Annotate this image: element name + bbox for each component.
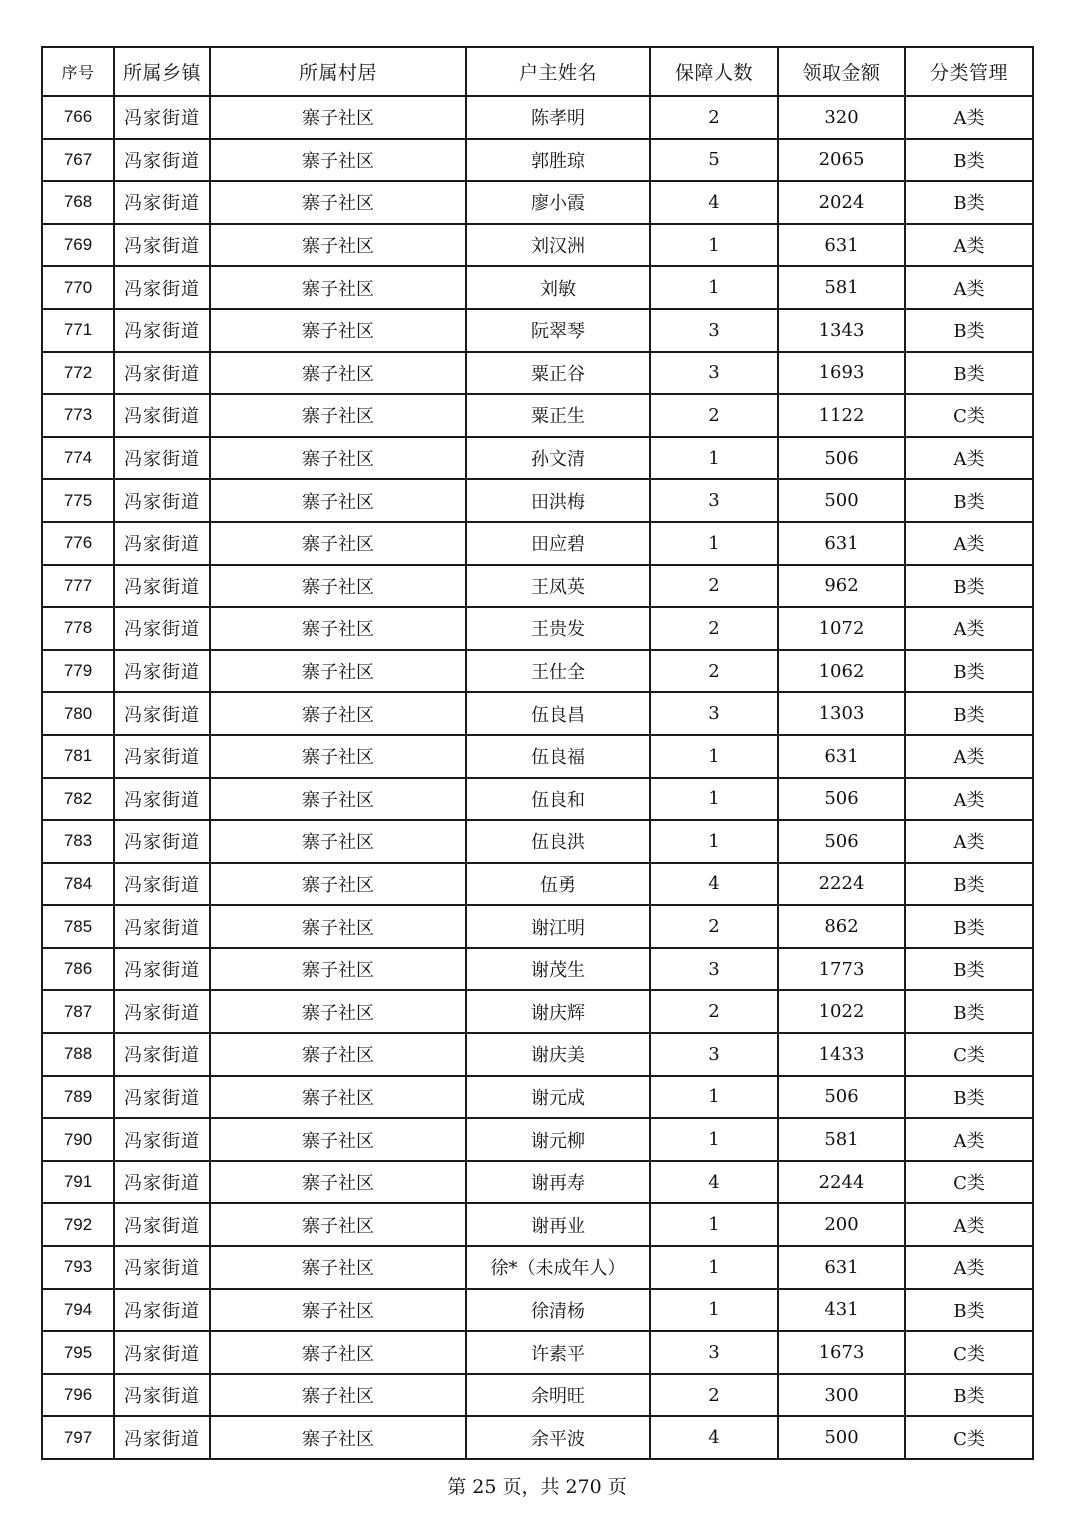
cell-householder-name: 谢再寿 — [466, 1161, 650, 1204]
cell-householder-name: 郭胜琼 — [466, 139, 650, 182]
cell-village: 寨子社区 — [210, 735, 466, 778]
cell-householder-name: 刘汉洲 — [466, 224, 650, 267]
cell-covered-persons: 2 — [650, 905, 778, 948]
cell-township: 冯家街道 — [114, 1331, 210, 1374]
cell-township: 冯家街道 — [114, 1118, 210, 1161]
cell-serial-number: 774 — [42, 437, 114, 480]
cell-township: 冯家街道 — [114, 1246, 210, 1289]
cell-amount-received: 506 — [778, 778, 905, 821]
cell-amount-received: 1693 — [778, 352, 905, 395]
cell-amount-received: 431 — [778, 1289, 905, 1332]
cell-householder-name: 廖小霞 — [466, 181, 650, 224]
cell-village: 寨子社区 — [210, 1033, 466, 1076]
cell-householder-name: 伍勇 — [466, 863, 650, 906]
table-row — [42, 1374, 1033, 1417]
cell-covered-persons: 4 — [650, 863, 778, 906]
cell-householder-name: 余平波 — [466, 1416, 650, 1459]
cell-householder-name: 阮翠琴 — [466, 309, 650, 352]
cell-category: B类 — [905, 309, 1033, 352]
table-row — [42, 1033, 1033, 1076]
cell-covered-persons: 1 — [650, 1246, 778, 1289]
cell-township: 冯家街道 — [114, 1161, 210, 1204]
cell-householder-name: 粟正谷 — [466, 352, 650, 395]
cell-amount-received: 1022 — [778, 990, 905, 1033]
cell-serial-number: 786 — [42, 948, 114, 991]
cell-category: A类 — [905, 266, 1033, 309]
cell-amount-received: 1673 — [778, 1331, 905, 1374]
cell-category: B类 — [905, 352, 1033, 395]
cell-township: 冯家街道 — [114, 266, 210, 309]
cell-category: B类 — [905, 990, 1033, 1033]
cell-householder-name: 徐*（未成年人） — [466, 1246, 650, 1289]
cell-householder-name: 余明旺 — [466, 1374, 650, 1417]
cell-township: 冯家街道 — [114, 650, 210, 693]
table-row — [42, 437, 1033, 480]
cell-village: 寨子社区 — [210, 820, 466, 863]
table-row — [42, 948, 1033, 991]
table-row — [42, 309, 1033, 352]
cell-township: 冯家街道 — [114, 1033, 210, 1076]
cell-covered-persons: 3 — [650, 479, 778, 522]
cell-covered-persons: 1 — [650, 778, 778, 821]
cell-householder-name: 伍良昌 — [466, 692, 650, 735]
cell-township: 冯家街道 — [114, 735, 210, 778]
table-row — [42, 1161, 1033, 1204]
cell-serial-number: 780 — [42, 692, 114, 735]
cell-householder-name: 孙文清 — [466, 437, 650, 480]
cell-covered-persons: 3 — [650, 352, 778, 395]
cell-serial-number: 790 — [42, 1118, 114, 1161]
cell-category: A类 — [905, 96, 1033, 139]
cell-township: 冯家街道 — [114, 96, 210, 139]
cell-village: 寨子社区 — [210, 224, 466, 267]
table-header-row — [42, 47, 1033, 96]
cell-township: 冯家街道 — [114, 1076, 210, 1119]
cell-village: 寨子社区 — [210, 1416, 466, 1459]
cell-category: B类 — [905, 565, 1033, 608]
cell-covered-persons: 3 — [650, 948, 778, 991]
cell-householder-name: 伍良洪 — [466, 820, 650, 863]
cell-covered-persons: 2 — [650, 650, 778, 693]
cell-village: 寨子社区 — [210, 565, 466, 608]
cell-category: B类 — [905, 863, 1033, 906]
cell-householder-name: 许素平 — [466, 1331, 650, 1374]
table-row — [42, 735, 1033, 778]
cell-amount-received: 506 — [778, 1076, 905, 1119]
cell-township: 冯家街道 — [114, 1289, 210, 1332]
cell-covered-persons: 4 — [650, 1161, 778, 1204]
cell-village: 寨子社区 — [210, 650, 466, 693]
cell-amount-received: 506 — [778, 437, 905, 480]
cell-category: C类 — [905, 1033, 1033, 1076]
relief-roster-table — [41, 46, 1034, 1460]
table-row — [42, 607, 1033, 650]
cell-village: 寨子社区 — [210, 607, 466, 650]
cell-serial-number: 793 — [42, 1246, 114, 1289]
cell-township: 冯家街道 — [114, 607, 210, 650]
cell-township: 冯家街道 — [114, 820, 210, 863]
cell-township: 冯家街道 — [114, 139, 210, 182]
table-row — [42, 1076, 1033, 1119]
table-row — [42, 905, 1033, 948]
cell-serial-number: 766 — [42, 96, 114, 139]
cell-township: 冯家街道 — [114, 990, 210, 1033]
table-row — [42, 181, 1033, 224]
cell-village: 寨子社区 — [210, 1161, 466, 1204]
cell-village: 寨子社区 — [210, 1118, 466, 1161]
cell-serial-number: 783 — [42, 820, 114, 863]
cell-covered-persons: 1 — [650, 224, 778, 267]
cell-covered-persons: 1 — [650, 1118, 778, 1161]
cell-covered-persons: 4 — [650, 181, 778, 224]
cell-serial-number: 796 — [42, 1374, 114, 1417]
cell-covered-persons: 2 — [650, 607, 778, 650]
table-row — [42, 1331, 1033, 1374]
header-village: 所属村居 — [210, 47, 466, 96]
cell-serial-number: 789 — [42, 1076, 114, 1119]
cell-amount-received: 862 — [778, 905, 905, 948]
cell-category: C类 — [905, 394, 1033, 437]
cell-serial-number: 791 — [42, 1161, 114, 1204]
cell-amount-received: 631 — [778, 1246, 905, 1289]
cell-township: 冯家街道 — [114, 948, 210, 991]
table-row — [42, 863, 1033, 906]
cell-serial-number: 773 — [42, 394, 114, 437]
cell-category: B类 — [905, 905, 1033, 948]
cell-householder-name: 田应碧 — [466, 522, 650, 565]
cell-amount-received: 581 — [778, 1118, 905, 1161]
cell-covered-persons: 2 — [650, 1374, 778, 1417]
cell-township: 冯家街道 — [114, 1374, 210, 1417]
cell-category: B类 — [905, 1289, 1033, 1332]
cell-covered-persons: 2 — [650, 96, 778, 139]
cell-serial-number: 777 — [42, 565, 114, 608]
cell-township: 冯家街道 — [114, 522, 210, 565]
cell-serial-number: 776 — [42, 522, 114, 565]
table-row — [42, 266, 1033, 309]
cell-category: A类 — [905, 820, 1033, 863]
table-row — [42, 565, 1033, 608]
cell-serial-number: 792 — [42, 1203, 114, 1246]
table-row — [42, 778, 1033, 821]
cell-householder-name: 徐清杨 — [466, 1289, 650, 1332]
cell-village: 寨子社区 — [210, 1289, 466, 1332]
table-row — [42, 139, 1033, 182]
cell-amount-received: 500 — [778, 1416, 905, 1459]
cell-amount-received: 1343 — [778, 309, 905, 352]
cell-serial-number: 784 — [42, 863, 114, 906]
cell-serial-number: 769 — [42, 224, 114, 267]
table-row — [42, 522, 1033, 565]
cell-amount-received: 631 — [778, 224, 905, 267]
cell-householder-name: 王贵发 — [466, 607, 650, 650]
header-householder-name: 户主姓名 — [466, 47, 650, 96]
table-row — [42, 1118, 1033, 1161]
cell-amount-received: 200 — [778, 1203, 905, 1246]
cell-householder-name: 伍良福 — [466, 735, 650, 778]
cell-amount-received: 2244 — [778, 1161, 905, 1204]
cell-householder-name: 谢庆辉 — [466, 990, 650, 1033]
cell-covered-persons: 1 — [650, 437, 778, 480]
cell-village: 寨子社区 — [210, 266, 466, 309]
cell-category: A类 — [905, 778, 1033, 821]
cell-village: 寨子社区 — [210, 309, 466, 352]
cell-householder-name: 粟正生 — [466, 394, 650, 437]
cell-householder-name: 谢江明 — [466, 905, 650, 948]
page-footer: 第 25 页，共 270 页 — [447, 1476, 627, 1498]
cell-covered-persons: 2 — [650, 394, 778, 437]
cell-village: 寨子社区 — [210, 437, 466, 480]
cell-amount-received: 1122 — [778, 394, 905, 437]
cell-village: 寨子社区 — [210, 479, 466, 522]
header-amount-received: 领取金额 — [778, 47, 905, 96]
cell-category: B类 — [905, 479, 1033, 522]
table-row — [42, 394, 1033, 437]
cell-category: B类 — [905, 692, 1033, 735]
cell-amount-received: 2024 — [778, 181, 905, 224]
cell-householder-name: 王凤英 — [466, 565, 650, 608]
cell-covered-persons: 3 — [650, 1331, 778, 1374]
cell-householder-name: 田洪梅 — [466, 479, 650, 522]
cell-village: 寨子社区 — [210, 990, 466, 1033]
cell-township: 冯家街道 — [114, 692, 210, 735]
cell-serial-number: 779 — [42, 650, 114, 693]
cell-serial-number: 772 — [42, 352, 114, 395]
cell-serial-number: 781 — [42, 735, 114, 778]
cell-category: A类 — [905, 1246, 1033, 1289]
cell-village: 寨子社区 — [210, 1246, 466, 1289]
cell-householder-name: 伍良和 — [466, 778, 650, 821]
cell-amount-received: 2065 — [778, 139, 905, 182]
cell-serial-number: 775 — [42, 479, 114, 522]
cell-amount-received: 506 — [778, 820, 905, 863]
cell-category: A类 — [905, 607, 1033, 650]
cell-township: 冯家街道 — [114, 352, 210, 395]
cell-category: A类 — [905, 522, 1033, 565]
cell-serial-number: 787 — [42, 990, 114, 1033]
cell-serial-number: 794 — [42, 1289, 114, 1332]
cell-village: 寨子社区 — [210, 1076, 466, 1119]
cell-township: 冯家街道 — [114, 863, 210, 906]
cell-householder-name: 刘敏 — [466, 266, 650, 309]
table-row — [42, 1289, 1033, 1332]
table-row — [42, 650, 1033, 693]
cell-covered-persons: 2 — [650, 565, 778, 608]
cell-village: 寨子社区 — [210, 948, 466, 991]
cell-serial-number: 768 — [42, 181, 114, 224]
cell-amount-received: 1062 — [778, 650, 905, 693]
cell-serial-number: 797 — [42, 1416, 114, 1459]
cell-township: 冯家街道 — [114, 181, 210, 224]
cell-township: 冯家街道 — [114, 905, 210, 948]
cell-township: 冯家街道 — [114, 224, 210, 267]
cell-covered-persons: 4 — [650, 1416, 778, 1459]
cell-township: 冯家街道 — [114, 309, 210, 352]
cell-township: 冯家街道 — [114, 437, 210, 480]
cell-category: A类 — [905, 437, 1033, 480]
cell-village: 寨子社区 — [210, 394, 466, 437]
cell-amount-received: 962 — [778, 565, 905, 608]
table-row — [42, 1203, 1033, 1246]
cell-category: B类 — [905, 181, 1033, 224]
cell-village: 寨子社区 — [210, 181, 466, 224]
cell-amount-received: 631 — [778, 522, 905, 565]
table-row — [42, 352, 1033, 395]
cell-village: 寨子社区 — [210, 905, 466, 948]
cell-amount-received: 581 — [778, 266, 905, 309]
header-covered-persons: 保障人数 — [650, 47, 778, 96]
cell-covered-persons: 3 — [650, 1033, 778, 1076]
cell-covered-persons: 1 — [650, 820, 778, 863]
cell-category: B类 — [905, 139, 1033, 182]
cell-township: 冯家街道 — [114, 1416, 210, 1459]
cell-township: 冯家街道 — [114, 479, 210, 522]
cell-covered-persons: 3 — [650, 309, 778, 352]
cell-amount-received: 631 — [778, 735, 905, 778]
cell-amount-received: 500 — [778, 479, 905, 522]
cell-covered-persons: 1 — [650, 1076, 778, 1119]
table-row — [42, 990, 1033, 1033]
cell-village: 寨子社区 — [210, 1203, 466, 1246]
cell-village: 寨子社区 — [210, 352, 466, 395]
cell-serial-number: 767 — [42, 139, 114, 182]
table-row — [42, 1416, 1033, 1459]
table-row — [42, 820, 1033, 863]
cell-householder-name: 陈孝明 — [466, 96, 650, 139]
cell-householder-name: 王仕全 — [466, 650, 650, 693]
table-row — [42, 96, 1033, 139]
cell-village: 寨子社区 — [210, 96, 466, 139]
cell-category: C类 — [905, 1416, 1033, 1459]
cell-township: 冯家街道 — [114, 778, 210, 821]
header-serial-number: 序号 — [42, 47, 114, 96]
cell-householder-name: 谢再业 — [466, 1203, 650, 1246]
cell-covered-persons: 1 — [650, 266, 778, 309]
cell-township: 冯家街道 — [114, 565, 210, 608]
cell-serial-number: 770 — [42, 266, 114, 309]
cell-householder-name: 谢元成 — [466, 1076, 650, 1119]
header-township: 所属乡镇 — [114, 47, 210, 96]
table-row — [42, 224, 1033, 267]
cell-serial-number: 778 — [42, 607, 114, 650]
cell-serial-number: 795 — [42, 1331, 114, 1374]
table-row — [42, 1246, 1033, 1289]
cell-amount-received: 1072 — [778, 607, 905, 650]
cell-covered-persons: 2 — [650, 990, 778, 1033]
cell-serial-number: 771 — [42, 309, 114, 352]
cell-village: 寨子社区 — [210, 863, 466, 906]
cell-amount-received: 1303 — [778, 692, 905, 735]
header-category: 分类管理 — [905, 47, 1033, 96]
cell-category: A类 — [905, 1118, 1033, 1161]
cell-covered-persons: 1 — [650, 735, 778, 778]
cell-village: 寨子社区 — [210, 139, 466, 182]
cell-householder-name: 谢茂生 — [466, 948, 650, 991]
cell-category: A类 — [905, 1203, 1033, 1246]
cell-serial-number: 788 — [42, 1033, 114, 1076]
cell-serial-number: 785 — [42, 905, 114, 948]
cell-category: B类 — [905, 1076, 1033, 1119]
cell-township: 冯家街道 — [114, 394, 210, 437]
cell-category: B类 — [905, 650, 1033, 693]
cell-category: B类 — [905, 1374, 1033, 1417]
table-body — [42, 96, 1033, 1459]
cell-village: 寨子社区 — [210, 1331, 466, 1374]
cell-covered-persons: 1 — [650, 1289, 778, 1332]
cell-category: A类 — [905, 735, 1033, 778]
cell-amount-received: 1433 — [778, 1033, 905, 1076]
cell-amount-received: 2224 — [778, 863, 905, 906]
cell-village: 寨子社区 — [210, 1374, 466, 1417]
cell-covered-persons: 1 — [650, 1203, 778, 1246]
cell-householder-name: 谢庆美 — [466, 1033, 650, 1076]
cell-householder-name: 谢元柳 — [466, 1118, 650, 1161]
cell-village: 寨子社区 — [210, 778, 466, 821]
cell-category: C类 — [905, 1331, 1033, 1374]
cell-covered-persons: 5 — [650, 139, 778, 182]
cell-category: A类 — [905, 224, 1033, 267]
cell-village: 寨子社区 — [210, 522, 466, 565]
cell-covered-persons: 3 — [650, 692, 778, 735]
cell-serial-number: 782 — [42, 778, 114, 821]
cell-amount-received: 300 — [778, 1374, 905, 1417]
cell-village: 寨子社区 — [210, 692, 466, 735]
cell-amount-received: 320 — [778, 96, 905, 139]
cell-category: C类 — [905, 1161, 1033, 1204]
cell-township: 冯家街道 — [114, 1203, 210, 1246]
cell-category: B类 — [905, 948, 1033, 991]
cell-covered-persons: 1 — [650, 522, 778, 565]
table-row — [42, 692, 1033, 735]
cell-amount-received: 1773 — [778, 948, 905, 991]
table-row — [42, 479, 1033, 522]
